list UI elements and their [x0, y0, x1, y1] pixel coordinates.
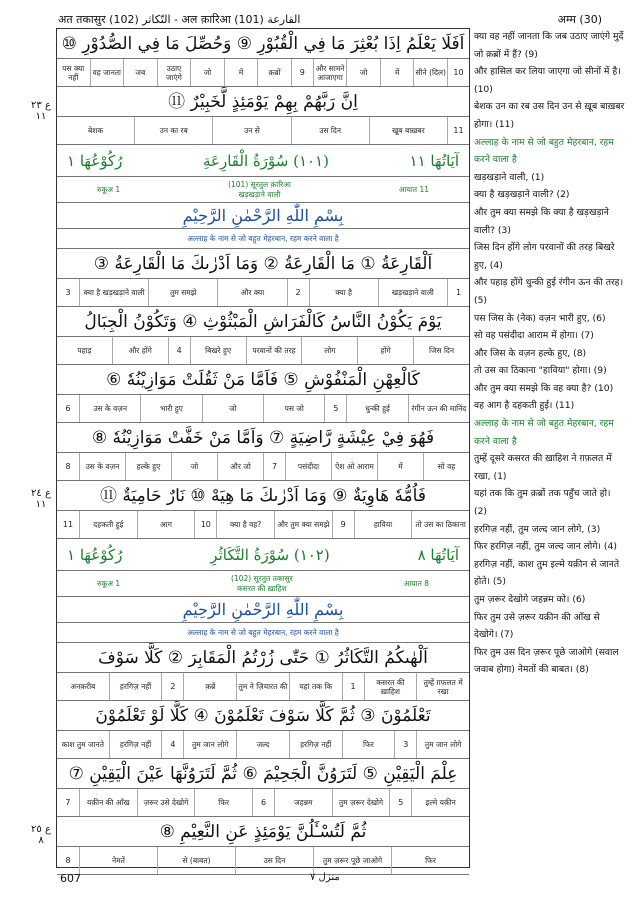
bismillah-translation: अल्लाह के नाम से जो बहुत मेहरबान, रहम करने वाला है	[57, 229, 469, 249]
word-meaning-cell: 9	[291, 59, 313, 86]
word-meaning-cell: 9	[332, 511, 354, 538]
translation-verse: पस जिस के (नेक) वज़न भारी हुए, (6)	[474, 312, 606, 324]
word-meaning-cell: तुम जान लोगे	[183, 731, 236, 758]
word-meaning-cell: 3	[394, 731, 416, 758]
word-meaning-cell: यहां तक कि	[289, 673, 342, 700]
arabic-wordbyword-column	[56, 28, 470, 868]
word-meaning-cell: उन से	[212, 117, 290, 144]
word-meaning-cell: फिर	[342, 731, 395, 758]
surah-hindi-name: (102) सूरतुत तकासुर कसरत की ख़ाहिश	[231, 573, 293, 593]
word-meaning-cell: क़ब्रों	[257, 59, 291, 86]
translation-verse: हरगिज़ नहीं, काश तुम इल्मे यक़ीन से जानते होते। (5)	[474, 558, 620, 588]
translation-verse: खड़खड़ाने वाली, (1)	[474, 171, 545, 183]
surah-ayat-count: آيَاتُهَا ٨	[417, 545, 459, 564]
word-meaning-cell: 2	[287, 279, 309, 306]
word-meaning-cell: 5	[324, 395, 346, 422]
word-meaning-row	[57, 511, 469, 539]
word-meaning-cell: 10	[194, 511, 216, 538]
surah-hindi-name: (101) सूरतुल क़ारिआ खड़खड़ाने वाली	[228, 179, 291, 199]
word-meaning-cell: आग	[137, 511, 195, 538]
word-meaning-cell: और क्या	[217, 279, 286, 306]
word-meaning-cell: नेमतें	[79, 847, 157, 874]
surah-title-banner	[57, 145, 469, 177]
word-meaning-cell: यक़ीन की आँख	[79, 789, 137, 816]
ruku-margin-mark: ع ٢٥ ٨	[31, 824, 51, 846]
page-number: 607	[60, 872, 81, 885]
translation-verse: और जिस के वज़न हल्के हुए, (8)	[474, 347, 587, 359]
word-meaning-cell: 4	[168, 337, 190, 364]
word-meaning-cell: उस के वज़न	[79, 453, 125, 480]
word-meaning-row	[57, 395, 469, 423]
word-meaning-cell: में	[377, 453, 423, 480]
word-meaning-cell: हरगिज़ नहीं	[109, 731, 162, 758]
word-meaning-cell: बेशक	[88, 126, 104, 135]
word-meaning-cell: 7	[65, 798, 71, 807]
word-meaning-cell: रंगीन ऊन की मानिंद	[408, 395, 469, 422]
translation-verse: और तुम क्या समझे कि वह क्या है? (10)	[474, 382, 614, 394]
arabic-verse-line: ثُمَّ لَتُسْـَٔلُنَّ يَوْمَئِذٍ عَنِ النَّعِيْمِ ⑧	[57, 817, 469, 847]
word-meaning-cell: ऐश ओ आराम	[331, 453, 377, 480]
word-meaning-cell: भारी हुए	[140, 395, 201, 422]
surah-ruku-count: رُكُوْعُهَا ١	[67, 545, 123, 564]
word-meaning-cell: पस क्या नहीं	[62, 63, 85, 82]
word-meaning-cell: क्या है	[309, 279, 378, 306]
manzil-label: منزل ٧	[310, 872, 340, 883]
word-meaning-cell: इल्मे यक़ीन	[411, 789, 469, 816]
hindi-translation-column	[474, 28, 626, 868]
word-meaning-cell: उन का रब	[134, 117, 212, 144]
word-meaning-cell: अनक़रीब	[70, 682, 96, 691]
word-meaning-cell: में	[380, 59, 414, 86]
arabic-verse-line: عِلْمَ الْيَقِيْنِ ⑤ لَتَرَوُنَّ الْجَحِيْمَ ⑥ ثُمَّ لَتَرَوُنَّهَا عَيْنَ الْيَقِيْنِ ⑦	[57, 759, 469, 789]
surah-title: (١٠١) سُوْرَةُ الْقَارِعَةِ	[202, 151, 329, 170]
bismillah-translation: अल्लाह के नाम से जो बहुत मेहरबान, रहम करने वाला है	[57, 623, 469, 643]
surah-title-banner	[57, 539, 469, 571]
translation-verse: फिर हरगिज़ नहीं, तुम जल्द जान लोगे। (4)	[474, 541, 617, 553]
word-meaning-cell: पहाड़	[77, 346, 92, 355]
translation-verse: तो उस का ठिकाना "हाविया" होगा। (9)	[474, 365, 607, 377]
word-meaning-cell: धुन्की हुई	[346, 395, 407, 422]
word-meaning-cell: क्या है वह?	[216, 511, 274, 538]
bismillah-arabic: بِسْمِ اللّٰهِ الرَّحْمٰنِ الرَّحِيْمِ	[57, 203, 469, 229]
word-meaning-cell: खूब बाख़बर	[369, 117, 447, 144]
word-meaning-cell: जो	[190, 59, 224, 86]
word-meaning-cell: उस दिन	[235, 847, 313, 874]
arabic-verse-line: اَلْهٰىكُمُ التَّكَاثُرُ ① حَتّٰى زُرْتُمُ الْمَقَابِرَ ② كَلَّا سَوْفَ	[57, 643, 469, 673]
ruku-margin-mark: ع ٢٤ ١١	[31, 488, 51, 510]
word-meaning-cell: क़ब्रें	[183, 673, 236, 700]
word-meaning-cell: उस के वज़न	[79, 395, 140, 422]
word-meaning-cell: तुम ज़रूर देखोगे	[332, 789, 390, 816]
arabic-verse-line: فَهُوَ فِيْ عِيْشَةٍ رَّاضِيَةٍ ⑦ وَاَمَّا مَنْ خَفَّتْ مَوَازِيْنُهٗ ⑧	[57, 423, 469, 453]
word-meaning-cell: में	[224, 59, 258, 86]
word-meaning-cell: जब	[123, 59, 157, 86]
word-meaning-cell: 6	[65, 404, 71, 413]
word-meaning-row	[57, 337, 469, 365]
word-meaning-cell: उस दिन	[291, 117, 369, 144]
word-meaning-cell: तुम ज़रूर पूछे जाओगे	[313, 847, 391, 874]
word-meaning-cell: वह जानता	[90, 59, 124, 86]
translation-verse: फिर तुम उस दिन ज़रूर पूछे जाओगे (सवाल जवाब होगा) नेमतों की बाबत। (8)	[474, 646, 619, 676]
word-meaning-cell: 11	[447, 117, 469, 144]
translation-verse: तुम्हें दूसरे कसरत की ख़ाहिश ने ग़फ़लत में रखा, (1)	[474, 453, 612, 482]
word-meaning-cell: तुम समझे	[148, 279, 217, 306]
surah-title: (١٠٢) سُوْرَةُ التَّكَاثُرِ	[210, 545, 330, 564]
word-meaning-row	[57, 673, 469, 701]
word-meaning-cell: दहकती हुई	[79, 511, 137, 538]
translation-verse: और पहाड़ होंगे धुन्की हुई रंगीन ऊन की तरह। (5)	[474, 277, 624, 306]
word-meaning-cell: जो	[202, 395, 263, 422]
word-meaning-cell: कसरत की ख़ाहिश	[364, 673, 417, 700]
word-meaning-cell: लोग	[301, 337, 357, 364]
ruku-label: रुकूअ 1	[97, 578, 121, 588]
word-meaning-cell: काश तुम जानते	[61, 740, 104, 749]
arabic-verse-line: فَاُمُّهٗ هَاوِيَةٌ ⑨ وَمَا اَدْرٰىكَ مَا هِيَهْ ⑩ نَارٌ حَامِيَةٌ ⑪	[57, 481, 469, 511]
page-header	[28, 8, 610, 30]
word-meaning-cell: जो	[171, 453, 217, 480]
word-meaning-cell: 8	[65, 462, 71, 471]
word-meaning-cell: 6	[252, 789, 274, 816]
word-meaning-cell: परवानों की तरह	[246, 337, 302, 364]
word-meaning-cell: क्या है खड़खड़ाने वाली	[79, 279, 148, 306]
word-meaning-cell: जल्द	[236, 731, 289, 758]
word-meaning-cell: बिखरे हुए	[190, 337, 246, 364]
word-meaning-cell: उठाए जाएंगे	[157, 59, 191, 86]
word-meaning-cell: होंगे	[357, 337, 413, 364]
ayat-label: आयात 8	[403, 578, 429, 588]
word-meaning-cell: 11	[62, 520, 74, 529]
word-meaning-cell: 1	[447, 279, 469, 306]
translation-verse: क्या वह नहीं जानता कि जब उठाए जाएंगे मुर्दे जो क़ब्रों में हैं? (9)	[474, 31, 624, 60]
word-meaning-cell: 1	[342, 673, 364, 700]
word-meaning-cell: से (बाबत)	[157, 847, 235, 874]
word-meaning-cell: जहन्नम	[274, 789, 332, 816]
translation-verse: अल्लाह के नाम से जो बहुत मेहरबान, रहम करने वाला है	[474, 136, 614, 166]
word-meaning-cell: तुम ने ज़ियारत की	[236, 673, 289, 700]
word-meaning-cell: और जो	[217, 453, 263, 480]
translation-verse: हरगिज़ नहीं, तुम जल्द जान लोगे, (3)	[474, 523, 601, 535]
translation-verse: अल्लाह के नाम से जो बहुत मेहरबान, रहम करने वाला है	[474, 418, 614, 447]
word-meaning-cell: 8	[65, 856, 71, 865]
word-meaning-cell: और तुम क्या समझे	[274, 511, 332, 538]
word-meaning-cell: खड़खड़ाने वाली	[378, 279, 447, 306]
word-meaning-cell: हरगिज़ नहीं	[289, 731, 342, 758]
arabic-verse-line: اَلْقَارِعَةُ ① مَا الْقَارِعَةُ ② وَمَا اَدْرٰىكَ مَا الْقَارِعَةُ ③	[57, 249, 469, 279]
word-meaning-cell: ज़रूर उसे देखोगे	[137, 789, 195, 816]
bismillah-arabic: بِسْمِ اللّٰهِ الرَّحْمٰنِ الرَّحِيْمِ	[57, 597, 469, 623]
translation-verse: जिस दिन होंगे लोग परवानों की तरह बिखरे हुए, (4)	[474, 242, 615, 271]
translation-verse: सो वह पसंदीदा आराम में होगा। (7)	[474, 330, 594, 342]
word-meaning-cell: और होंगे	[112, 337, 168, 364]
translation-verse: फिर तुम उसे ज़रूर यक़ीन की आँख से देखोगे। (7)	[474, 611, 600, 641]
translation-verse: बेशक उन का रब उस दिन उन से ख़ूब बाख़बर होगा। (11)	[474, 101, 625, 130]
word-meaning-cell: पसंदीदा	[285, 453, 331, 480]
translation-verse: और तुम क्या समझे कि क्या है खड़खड़ाने वाली? (3)	[474, 206, 609, 236]
surah-ayat-count: آيَاتُهَا ١١	[409, 151, 459, 170]
ayat-label: आयात 11	[398, 184, 429, 194]
word-meaning-row	[57, 847, 469, 875]
word-meaning-cell: तुम जान लोगे	[416, 731, 469, 758]
surah-info-row	[57, 571, 469, 597]
word-meaning-row	[57, 59, 469, 87]
word-meaning-row	[57, 731, 469, 759]
word-meaning-row	[57, 453, 469, 481]
word-meaning-cell: 5	[389, 789, 411, 816]
word-meaning-cell: सीने (दिल)	[413, 59, 447, 86]
translation-verse: वह आग है दहकती हुई। (11)	[474, 400, 575, 412]
translation-verse: यहां तक कि तुम क़ब्रों तक पहुँच जाते हो। (2)	[474, 488, 611, 518]
word-meaning-cell: हरगिज़ नहीं	[109, 673, 162, 700]
word-meaning-cell: और सामने आजाएगा	[313, 59, 347, 86]
word-meaning-cell: जो	[346, 59, 380, 86]
word-meaning-cell: जिस दिन	[413, 337, 469, 364]
word-meaning-cell: तो उस का ठिकाना	[411, 511, 469, 538]
word-meaning-row	[57, 279, 469, 307]
word-meaning-cell: फिर	[194, 789, 252, 816]
arabic-verse-line: يَوْمَ يَكُوْنُ النَّاسُ كَالْفَرَاشِ الْمَبْثُوْثِ ④ وَتَكُوْنُ الْجِبَالُ	[57, 307, 469, 337]
word-meaning-row	[57, 117, 469, 145]
arabic-verse-line: تَعْلَمُوْنَ ③ ثُمَّ كَلَّا سَوْفَ تَعْلَمُوْنَ ④ كَلَّا لَوْ تَعْلَمُوْنَ	[57, 701, 469, 731]
juz-header: अम्म (30)	[557, 13, 602, 26]
translation-verse: और हासिल कर लिया जाएगा जो सीनों में है। (10)	[474, 66, 621, 95]
ruku-margin-mark: ع ٢٣ ١١	[31, 100, 51, 122]
translation-verse: तुम ज़रूर देखोगे जहन्नम को। (6)	[474, 594, 586, 605]
ruku-label: रुकूअ 1	[97, 184, 121, 194]
word-meaning-cell: 4	[161, 731, 183, 758]
word-meaning-cell: सो वह	[423, 453, 469, 480]
translation-verse: क्या है खड़खड़ाने वाली? (2)	[474, 189, 570, 201]
word-meaning-cell: 3	[65, 288, 71, 297]
word-meaning-cell: 10	[447, 59, 469, 86]
word-meaning-cell: फिर	[391, 847, 469, 874]
word-meaning-cell: हाविया	[354, 511, 412, 538]
word-meaning-cell: हल्के हुए	[125, 453, 171, 480]
surah-info-row	[57, 177, 469, 203]
word-meaning-row	[57, 789, 469, 817]
word-meaning-cell: 7	[263, 453, 285, 480]
word-meaning-cell: पस जो	[263, 395, 324, 422]
arabic-verse-line: كَالْعِهْنِ الْمَنْفُوْشِ ⑤ فَاَمَّا مَنْ ثَقُلَتْ مَوَازِيْنُهٗ ⑥	[57, 365, 469, 395]
word-meaning-cell: 2	[161, 673, 183, 700]
arabic-verse-line: اِنَّ رَبَّهُمْ بِهِمْ يَوْمَئِذٍ لَّخَبِيْرٌ ⑪	[57, 87, 469, 117]
word-meaning-cell: तुम्हें ग़फ़लत में रखा	[416, 673, 469, 700]
surah-names-header: अत तकासुर (102) التّكاثر - अल क़ारिआ (101) القارعة	[58, 13, 301, 26]
surah-ruku-count: رُكُوْعُهَا ١	[67, 151, 123, 170]
arabic-verse-line: اَفَلَا يَعْلَمُ اِذَا بُعْثِرَ مَا فِي الْقُبُوْرِ ⑨ وَحُصِّلَ مَا فِي الصُّدُوْرِ ⑩	[57, 29, 469, 59]
